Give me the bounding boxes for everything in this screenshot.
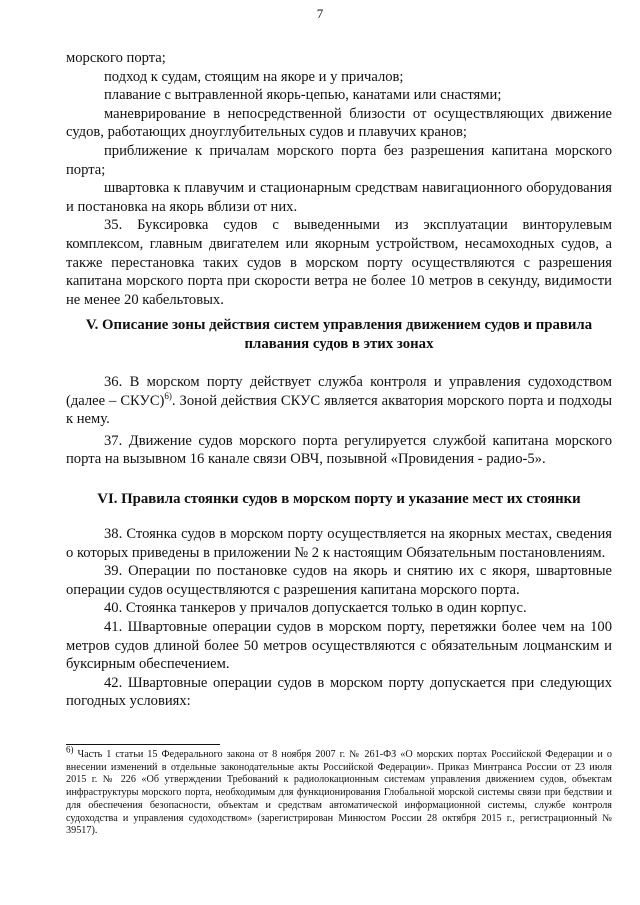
paragraph-42: 42. Швартовные операции судов в морском порту допускается при следующих погодных условиях:: [66, 674, 612, 710]
list-item: приближение к причалам морского порта без разрешения капитана морского порта;: [66, 142, 612, 178]
paragraph-36-text-end: . Зоной действия СКУС является акватория морского порта и подходы к нему.: [66, 392, 612, 428]
list-item: плавание с вытравленной якорь-цепью, канатами или снастями;: [104, 87, 502, 104]
footnote-text: Часть 1 статьи 15 Федерального закона от 8 ноября 2007 г. № 261-ФЗ «О морских портах Российской Федерации и о внесении изменений в отдельные законодательные акты Российской Федерации». Приказ Минтранса России от 23 июля 2015 г. № 226 «Об утверждении Требований к радиолокационным системам управления движением судов, объектам инфраструктуры морского порта, необходимым для функционирования Глобальной морской системы связи при бедствии и для обеспечения безопасности, объектам и средствам автоматической информационной системы, службе контроля судоходства и управления судоходством» (зарегистрирован Минюстом России 28 октября 2015 г., регистрационный № 39517).: [66, 749, 612, 837]
footnote: [66, 744, 612, 838]
footnote-marker: 6): [66, 744, 74, 755]
list-item: швартовка к плавучим и стационарным средствам навигационного оборудования и постановка на якорь вблизи от них.: [66, 180, 612, 215]
page-number: 7: [316, 6, 324, 21]
section-text-6: [66, 525, 612, 711]
section-6-heading: VI. Правила стоянки судов в морском порту и указание мест их стоянки: [97, 491, 581, 507]
paragraph-39: 39. Операции по постановке судов на якорь и снятию их с якоря, швартовные операции судов осуществляются с разрешения капитана морского порта.: [66, 563, 612, 598]
paragraph-36: [66, 373, 612, 429]
paragraph-36-text: 36. В морском порту действует служба контроля и управления судоходством (далее – СКУС): [66, 374, 612, 409]
footnote-reference: 6): [164, 390, 172, 401]
list-item: маневрирование в непосредственной близости от осуществляющих движение судов, работающих дноуглубительных судов и плавучих кранов;: [66, 105, 612, 141]
footnote-divider: [66, 744, 220, 745]
section-text-5: [66, 373, 612, 469]
paragraph-35: 35. Буксировка судов с выведенными из эксплуатации винторулевым комплексом, главным двигателем или якорным устройством, несамоходных судов, а также перестановка таких судов в морском порту осуществляются с разрешения капитана морского порта при скорости ветра не более 10 метров в секунду, видимости не менее 20 кабельтовых.: [66, 217, 612, 308]
paragraph-continuation: морского порта;: [66, 50, 166, 66]
section-text-1: [66, 49, 612, 309]
section-5-heading: V. Описание зоны действия систем управления движением судов и правила плавания судов в этих зонах: [85, 317, 593, 352]
paragraph-41: 41. Швартовные операции судов в морском порту, перетяжки более чем на 100 метров судов длиной более 50 метров осуществляются с обязательным лоцманским и буксирным обеспечением.: [66, 618, 612, 673]
paragraph-40: 40. Стоянка танкеров у причалов допускается только в один корпус.: [104, 600, 527, 617]
paragraph-37: 37. Движение судов морского порта регулируется службой капитана морского порта на вызывном 16 канале связи ОВЧ, позывной «Провидения - радио-5».: [66, 432, 612, 468]
list-item: подход к судам, стоящим на якоре и у причалов;: [104, 68, 404, 85]
paragraph-38: 38. Стоянка судов в морском порту осуществляется на якорных местах, сведения о которых приведены в приложении № 2 к настоящим Обязательным постановлениям.: [66, 526, 612, 561]
